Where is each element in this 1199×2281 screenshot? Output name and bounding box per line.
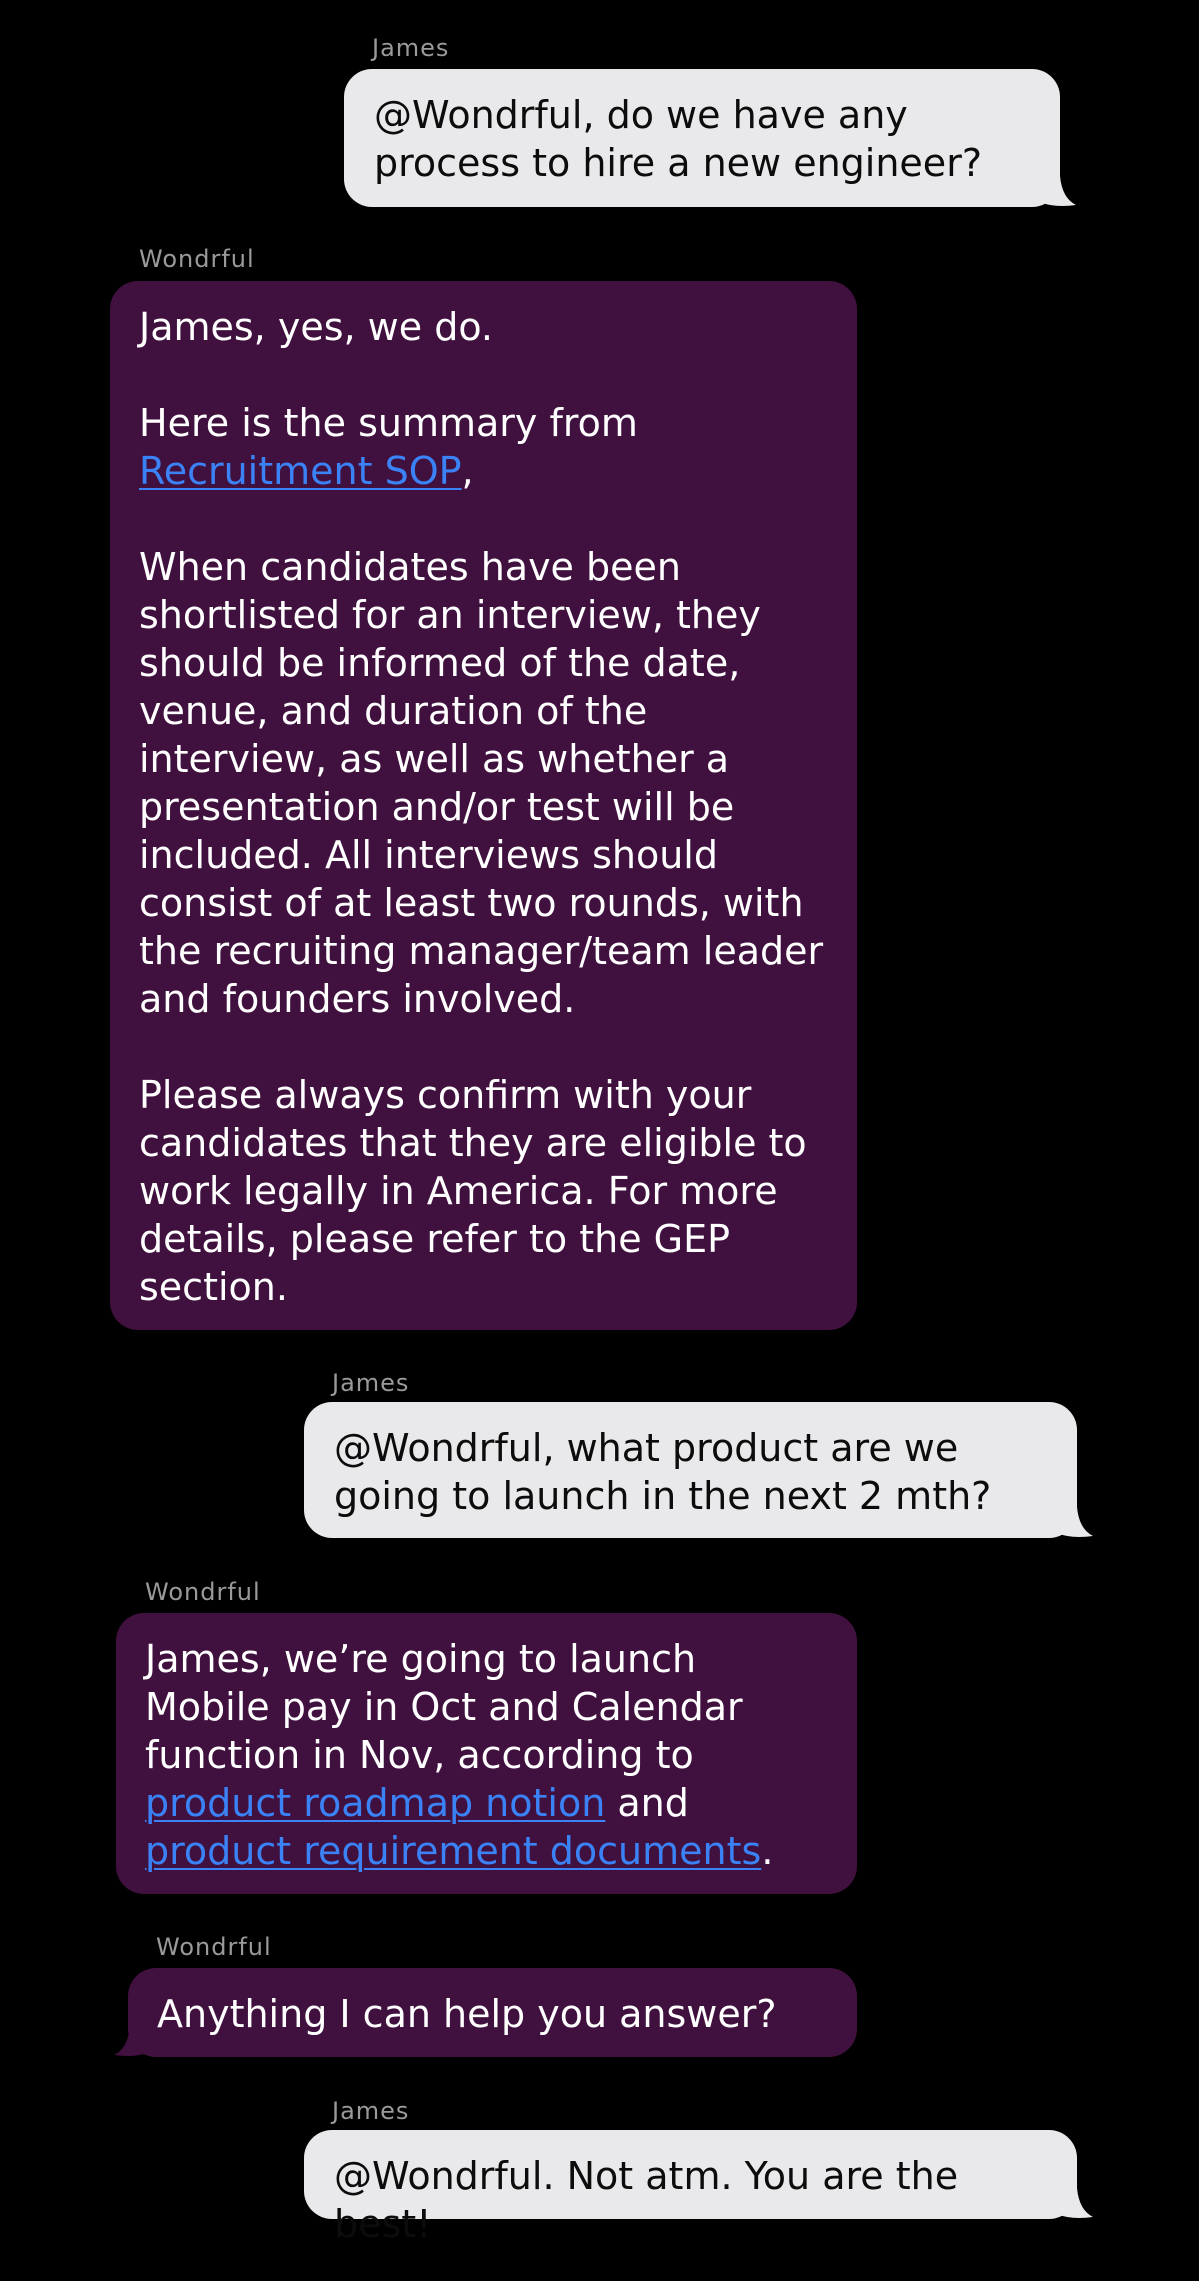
- message-text: @Wondrful, what product are we going to launch in the next 2 mth?: [334, 1426, 992, 1518]
- bubble-tail-icon: [1057, 2188, 1093, 2220]
- message-text-segment: James, we’re going to launch Mobile pay in Oct and Calendar function in Nov, according to: [145, 1637, 743, 1777]
- message-text-segment: .: [761, 1829, 774, 1873]
- sender-label: Wondrful: [139, 245, 255, 273]
- sender-label: James: [332, 1369, 410, 1397]
- sender-label: Wondrful: [145, 1578, 261, 1606]
- message-text: Anything I can help you answer?: [157, 1992, 777, 2036]
- message-text: James, yes, we do.: [139, 305, 493, 349]
- product-requirement-link[interactable]: product requirement documents: [145, 1829, 762, 1873]
- message-text: [145, 1635, 828, 1875]
- outgoing-message-bubble: [304, 2130, 1077, 2246]
- sender-label: James: [332, 2097, 410, 2125]
- incoming-message-bubble: [116, 1613, 857, 1894]
- message-text: @Wondrful. Not atm. You are the best!: [334, 2154, 959, 2246]
- sender-label: Wondrful: [156, 1933, 272, 1961]
- message-text: [139, 399, 828, 495]
- message-text: @Wondrful, do we have any process to hire a new engineer?: [374, 93, 982, 185]
- bubble-tail-icon: [1040, 176, 1076, 208]
- product-roadmap-link[interactable]: product roadmap notion: [145, 1781, 606, 1825]
- incoming-message-bubble: [128, 1968, 857, 2057]
- bubble-tail-icon: [1057, 1507, 1093, 1539]
- message-text-segment: and: [605, 1781, 689, 1825]
- message-text-segment: Here is the summary from: [139, 401, 638, 445]
- bubble-tail-icon: [114, 2026, 150, 2058]
- message-text-segment: ,: [461, 449, 474, 493]
- outgoing-message-bubble: [344, 69, 1060, 207]
- recruitment-sop-link[interactable]: Recruitment SOP: [139, 449, 462, 493]
- incoming-message-bubble: [110, 281, 857, 1330]
- message-text: Please always confirm with your candidates that they are eligible to work legally in America. For more details, please refer to the GEP section.: [139, 1073, 807, 1309]
- sender-label: James: [372, 34, 450, 62]
- outgoing-message-bubble: [304, 1402, 1077, 1538]
- message-text: When candidates have been shortlisted for an interview, they should be informed of the date, venue, and duration of the interview, as well as whether a presentation and/or test will be included. All interviews should consist of at least two rounds, with the recruiting manager/team leader and founders involved.: [139, 545, 824, 1021]
